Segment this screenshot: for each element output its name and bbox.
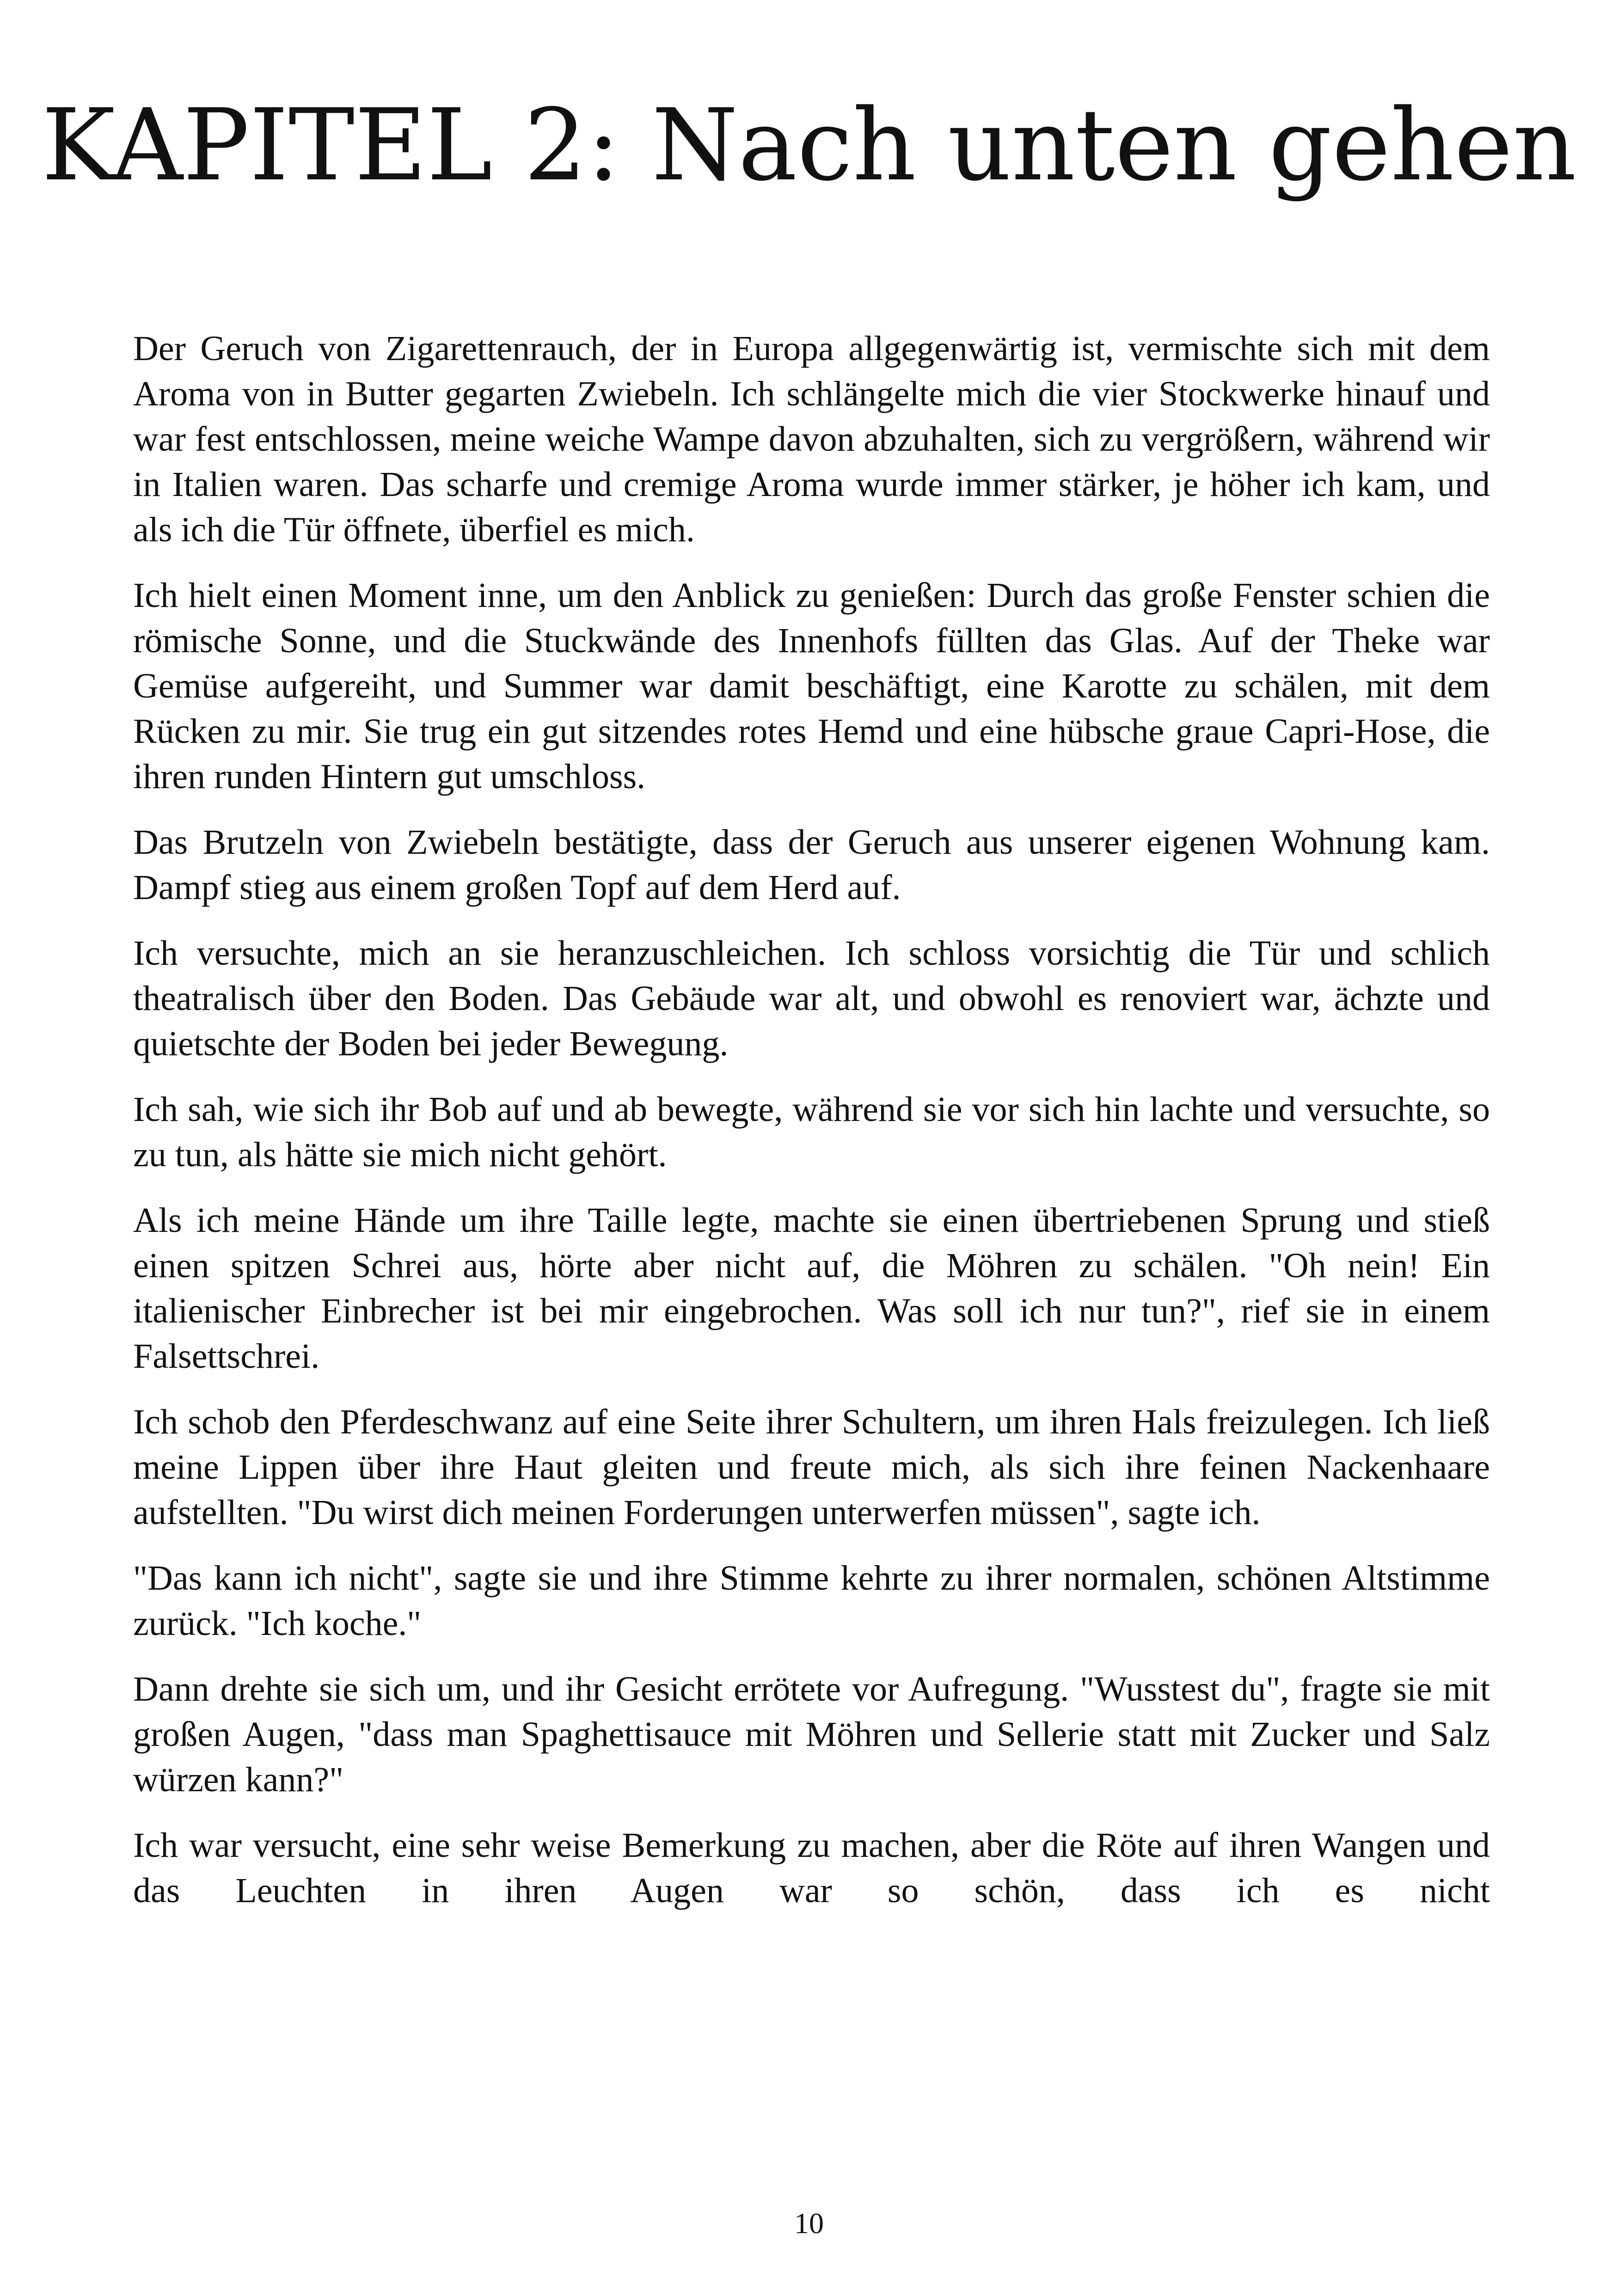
paragraph: Ich schob den Pferdeschwanz auf eine Seite ihrer Schultern, um ihren Hals freizulegen. Ich ließ meine Lippen über ihre Haut gleiten und freute mich, als sich ihre feinen Nackenhaare aufstellten. "Du wirst dich meinen Forderungen unterwerfen müssen", sagte ich. (133, 1402, 1490, 1532)
paragraph: Ich war versucht, eine sehr weise Bemerkung zu machen, aber die Röte auf ihren Wangen und das Leuchten in ihren Augen war so schön, dass ich es nicht (133, 1826, 1490, 1910)
paragraph: Als ich meine Hände um ihre Taille legte, machte sie einen übertriebenen Sprung und stieß einen spitzen Schrei aus, hörte aber nicht auf, die Möhren zu schälen. "Oh nein! Ein italienischer Einbrecher ist bei mir eingebrochen. Was soll ich nur tun?", rief sie in einem Falsettschrei. (133, 1201, 1490, 1376)
paragraph: "Das kann ich nicht", sagte sie und ihre Stimme kehrte zu ihrer normalen, schönen Altstimme zurück. "Ich koche." (133, 1559, 1490, 1643)
paragraph: Das Brutzeln von Zwiebeln bestätigte, dass der Geruch aus unserer eigenen Wohnung kam. Dampf stieg aus einem großen Topf auf dem Herd auf. (133, 823, 1490, 907)
paragraph: Dann drehte sie sich um, und ihr Gesicht errötete vor Aufregung. "Wusstest du", fragte sie mit großen Augen, "dass man Spaghettisauce mit Möhren und Sellerie statt mit Zucker und Salz würzen kann?" (133, 1670, 1490, 1799)
paragraph: Ich versuchte, mich an sie heranzuschleichen. Ich schloss vorsichtig die Tür und schlich theatralisch über den Boden. Das Gebäude war alt, und obwohl es renoviert war, ächzte und quietschte der Boden bei jeder Bewegung. (133, 934, 1490, 1063)
chapter-body (133, 326, 1490, 1934)
paragraph: Der Geruch von Zigarettenrauch, der in Europa allgegenwärtig ist, vermischte sich mit dem Aroma von in Butter gegarten Zwiebeln. Ich schlängelte mich die vier Stockwerke hinauf und war fest entschlossen, meine weiche Wampe davon abzuhalten, sich zu vergrößern, während wir in Italien waren. Das scharfe und cremige Aroma wurde immer stärker, je höher ich kam, und als ich die Tür öffnete, überfiel es mich. (133, 329, 1490, 549)
chapter-title: KAPITEL 2: Nach unten gehen (41, 88, 1577, 203)
paragraph: Ich sah, wie sich ihr Bob auf und ab bewegte, während sie vor sich hin lachte und versuchte, so zu tun, als hätte sie mich nicht gehört. (133, 1090, 1490, 1174)
paragraph: Ich hielt einen Moment inne, um den Anblick zu genießen: Durch das große Fenster schien die römische Sonne, und die Stuckwände des Innenhofs füllten das Glas. Auf der Theke war Gemüse aufgereiht, und Summer war damit beschäftigt, eine Karotte zu schälen, mit dem Rücken zu mir. Sie trug ein gut sitzendes rotes Hemd und eine hübsche graue Capri-Hose, die ihren runden Hintern gut umschloss. (133, 576, 1490, 796)
page-number: 10 (794, 2207, 824, 2240)
